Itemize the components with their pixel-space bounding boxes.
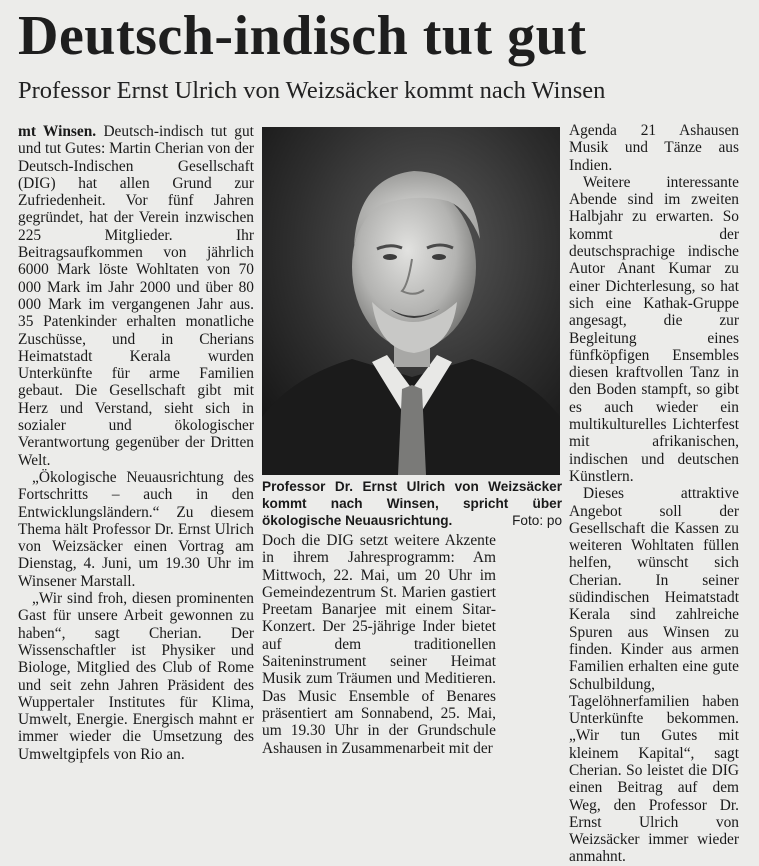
photo-caption	[262, 478, 562, 529]
headline: Deutsch-indisch tut gut	[18, 5, 587, 67]
article-paragraph	[18, 123, 254, 469]
article-paragraph: „Wir sind froh, diesen prominenten Gast für unsere Arbeit gewonnen zu haben“, sagt Cherian. Der Wissenschaftler ist Physiker und Biologe, Mitglied des Club of Rome und seit zehn Jahren Präsident des Wuppertaler Institutes für Klima, Umwelt, Energie. Energisch mahnt er immer wieder die Umsetzung des Umweltgipfels von Rio an.	[18, 590, 254, 763]
article-column-3	[569, 122, 739, 866]
article-column-2	[262, 532, 496, 757]
photo-credit: Foto: po	[512, 513, 562, 528]
article-paragraph: Agenda 21 Ashausen Musik und Tänze aus Indien.	[569, 122, 739, 174]
article-paragraph: „Ökologische Neuausrichtung des Fortschritts – auch in den Entwicklungsländern.“ Zu diesem Thema hält Professor Dr. Ernst Ulrich von Weizsäcker einen Vortrag am Dienstag, 4. Juni, um 19.30 Uhr im Winsener Marstall.	[18, 468, 254, 590]
portrait-image	[262, 127, 560, 475]
article-paragraph: Dieses attraktive Angebot soll der Gesellschaft die Kassen zu weiteren Wohltaten füllen helfen, wünscht sich Cherian. In seiner südindischen Heimatstadt Kerala sind zahlreiche Spuren aus Winsen zu finden. Kinder aus armen Familien erhalten eine gute Schulbildung, Tagelöhnerfamilien haben Unterkünfte bekommen. „Wir tun Gutes mit kleinem Kapital“, sagt Cherian. So leistet die DIG einen Beitrag auf dem Weg, den Professor Dr. Ernst Ulrich von Weizsäcker immer wieder anmahnt.	[569, 485, 739, 866]
paragraph-text: Deutsch-indisch tut gut und tut Gutes: Martin Cherian von der Deutsch-Indischen Gesellschaft (DIG) hat allen Grund zur Zufriedenheit. Vor fünf Jahren gegründet, hat der Verein inzwischen 225 Mitglieder. Ihr Beitragsaufkommen von jährlich 6000 Mark löste Wohltaten von 70 000 Mark im Jahr 2000 und über 80 000 Mark im vergangenen Jahr aus. 35 Patenkinder erhalten monatliche Zuschüsse, und in Cherians Heimatstadt Kerala wurden Unterkünfte für arme Familien gebaut. Die Gesellschaft gibt mit Herz und Verstand, sieht sich in sozialer und ökologischer Verantwortung gegenüber der Dritten Welt.	[18, 123, 254, 469]
article-paragraph: Doch die DIG setzt weitere Akzente in ihrem Jahresprogramm: Am Mittwoch, 22. Mai, um 20 Uhr im Gemeindezentrum St. Marien gastiert Preetam Banarjee mit einem Sitar-Konzert. Der 25-jährige Inder bietet auf dem traditionellen Saiteninstrument seiner Heimat Musik zum Träumen und Meditieren. Das Music Ensemble of Benares präsentiert am Sonnabend, 25. Mai, um 19.30 Uhr in der Grundschule Ashausen in Zusammenarbeit mit der	[262, 532, 496, 757]
caption-text: Professor Dr. Ernst Ulrich von Weizsäcker kommt nach Winsen, spricht über ökologische Neuausrichtung.	[262, 479, 562, 528]
dateline: mt Winsen.	[18, 123, 97, 140]
portrait-photo	[262, 127, 560, 475]
article-paragraph: Weitere interessante Abende sind im zweiten Halbjahr zu erwarten. So kommt der deutschsprachige indische Autor Anant Kumar zu einer Dichterlesung, so hat sich eine Kathak-Gruppe angesagt, die zur Begleitung eines fünfköpfigen Ensembles diesen kraftvollen Tanz in den Boden stampft, so gibt es auch wieder ein multikulturelles Lichterfest mit afrikanischen, indischen und deutschen Künstlern.	[569, 173, 739, 485]
article-column-1	[18, 123, 254, 763]
subheadline: Professor Ernst Ulrich von Weizsäcker kommt nach Winsen	[18, 77, 606, 104]
